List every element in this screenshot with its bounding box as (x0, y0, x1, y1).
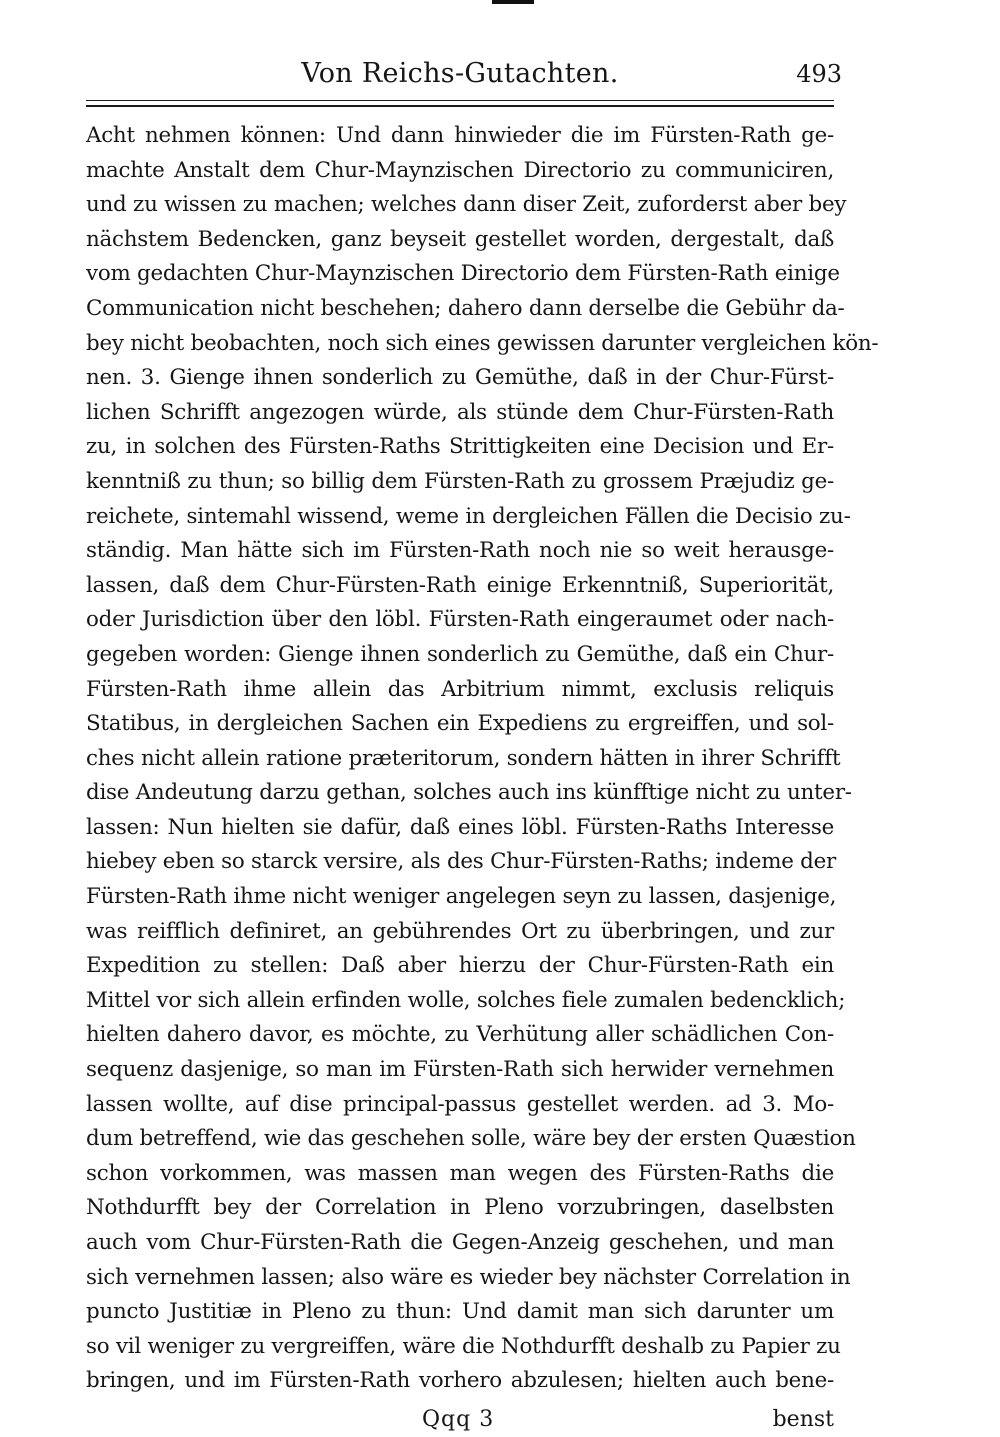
text-line: dise Andeutung darzu gethan, solches auch ins künfftige nicht zu unter- (86, 780, 852, 806)
text-line: hiebey eben so starck versire, als des Chur-Fürsten-Raths; indeme der (86, 849, 837, 875)
text-line: machte Anstalt dem Chur-Maynzischen Directorio zu communiciren, (86, 157, 834, 183)
text-line: Mittel vor sich allein erfinden wolle, solches fiele zumalen bedencklich; (86, 987, 846, 1013)
catchword: benst (772, 1406, 834, 1432)
text-line: Communication nicht beschehen; dahero dann derselbe die Gebühr da- (86, 295, 845, 321)
body-text (86, 119, 879, 1399)
text-line: gegeben worden: Gienge ihnen sonderlich zu Gemüthe, daß ein Chur- (86, 641, 834, 667)
text-line: nen. 3. Gienge ihnen sonderlich zu Gemüthe, daß in der Chur-Fürst- (86, 365, 834, 391)
header-rule (86, 100, 834, 107)
text-line: Fürsten-Rath ihme allein das Arbitrium nimmt, exclusis reliquis (86, 676, 834, 702)
text-line: Expedition zu stellen: Daß aber hierzu der Chur-Fürsten-Rath ein (86, 953, 834, 979)
text-line: Fürsten-Rath ihme nicht weniger angelegen seyn zu lassen, dasjenige, (86, 884, 837, 910)
text-line: lassen wollte, auf dise principal-passus gestellet werden. ad 3. Mo- (86, 1091, 834, 1117)
book-page (86, 52, 879, 1437)
text-line: ständig. Man hätte sich im Fürsten-Rath noch nie so weit herausge- (86, 538, 834, 564)
text-line: hielten dahero davor, es möchte, zu Verhütung aller schädlichen Con- (86, 1022, 834, 1048)
text-line: schon vorkommen, was massen man wegen des Fürsten-Raths die (86, 1160, 834, 1186)
text-line: nächstem Bedencken, ganz beyseit gestellet worden, dergestalt, daß (86, 226, 834, 252)
text-line: kenntniß zu thun; so billig dem Fürsten-Rath zu grossem Præjudiz ge- (86, 468, 834, 494)
text-line: bey nicht beobachten, noch sich eines gewissen darunter vergleichen kön- (86, 330, 879, 356)
text-line: dum betreffend, wie das geschehen solle, wäre bey der ersten Quæstion (86, 1126, 856, 1152)
text-line: reichete, sintemahl wissend, weme in dergleichen Fällen die Decisio zu- (86, 503, 851, 529)
text-line: so vil weniger zu vergreiffen, wäre die Nothdurfft deshalb zu Papier zu (86, 1333, 841, 1359)
text-line: bringen, und im Fürsten-Rath vorhero abzulesen; hielten auch bene- (86, 1368, 834, 1394)
text-line: ches nicht allein ratione præteritorum, sondern hätten in ihrer Schrifft (86, 745, 841, 771)
text-line: Acht nehmen können: Und dann hinwieder die im Fürsten-Rath ge- (86, 123, 834, 148)
text-line: sequenz dasjenige, so man im Fürsten-Rath sich herwider vernehmen (86, 1057, 834, 1083)
text-line: lassen, daß dem Chur-Fürsten-Rath einige Erkenntniß, Superiorität, (86, 572, 834, 598)
text-line: sich vernehmen lassen; also wäre es wieder bey nächster Correlation in (86, 1264, 851, 1290)
text-line: puncto Justitiæ in Pleno zu thun: Und damit man sich darunter um (86, 1299, 834, 1325)
running-head-title: Von Reichs-Gutachten. (301, 58, 619, 89)
page-footer (86, 1403, 834, 1437)
text-line: lassen: Nun hielten sie dafür, daß eines löbl. Fürsten-Raths Interesse (86, 814, 834, 840)
text-line: lichen Schrifft angezogen würde, als stünde dem Chur-Fürsten-Rath (86, 399, 834, 425)
text-line: Nothdurfft bey der Correlation in Pleno vorzubringen, daselbsten (86, 1195, 834, 1221)
page-number: 493 (796, 60, 842, 88)
top-edge-mark (492, 0, 534, 4)
running-head (86, 52, 842, 96)
text-line: und zu wissen zu machen; welches dann diser Zeit, zuforderst aber bey (86, 192, 847, 218)
signature-mark: Qqq 3 (422, 1406, 495, 1432)
text-line: Statibus, in dergleichen Sachen ein Expediens zu ergreiffen, und sol- (86, 711, 834, 737)
text-line: was reifflich definiret, an gebührendes Ort zu überbringen, und zur (86, 918, 834, 944)
text-line: auch vom Chur-Fürsten-Rath die Gegen-Anzeig geschehen, und man (86, 1230, 834, 1255)
text-line: vom gedachten Chur-Maynzischen Directorio dem Fürsten-Rath einige (86, 261, 840, 287)
text-line: zu, in solchen des Fürsten-Raths Strittigkeiten eine Decision und Er- (86, 434, 834, 460)
text-line: oder Jurisdiction über den löbl. Fürsten-Rath eingeraumet oder nach- (86, 607, 834, 633)
